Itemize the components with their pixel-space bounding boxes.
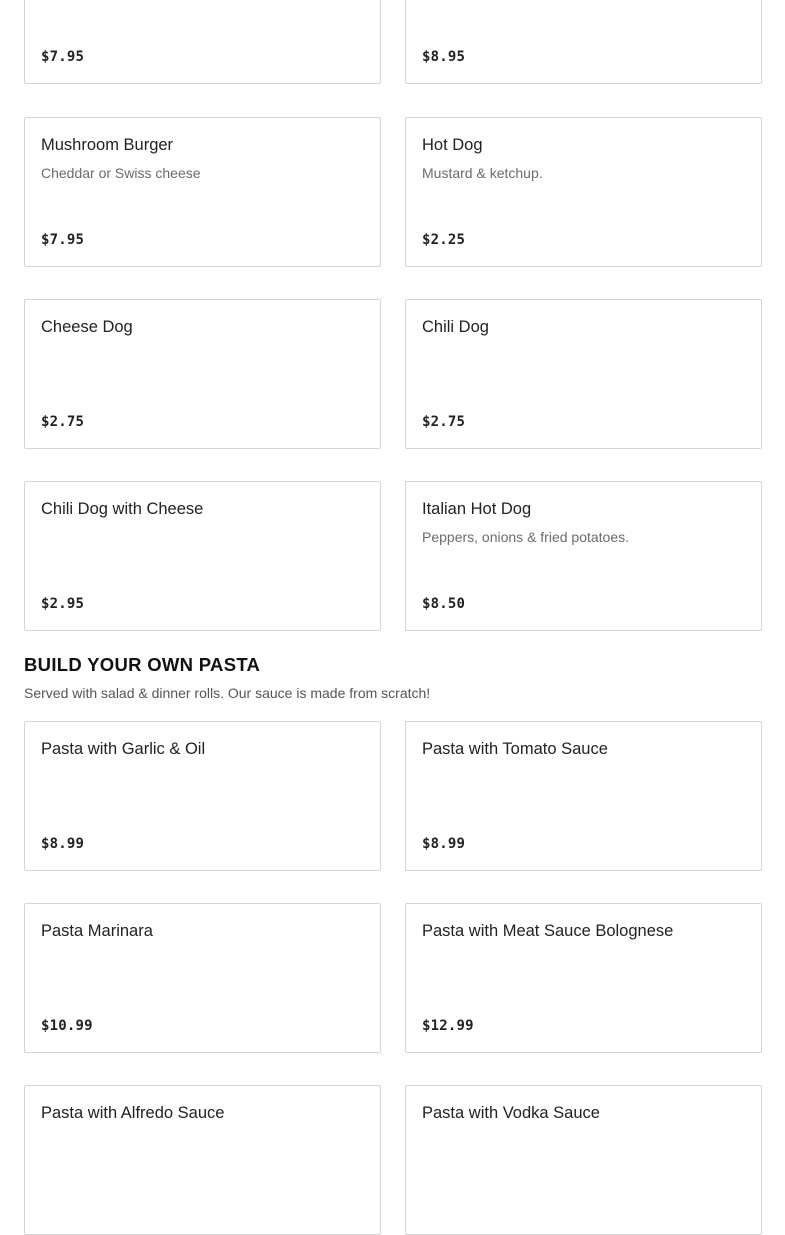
menu-item-price: $7.95 [41, 49, 85, 65]
menu-item-card[interactable] [24, 1085, 381, 1235]
section-subtitle: Served with salad & dinner rolls. Our sauce is made from scratch! [24, 685, 431, 701]
menu-item-card[interactable] [405, 117, 762, 267]
menu-item-name: Pasta Marinara [41, 922, 153, 940]
menu-item-card[interactable] [24, 481, 381, 631]
menu-item-card[interactable] [405, 1085, 762, 1235]
menu-item-card[interactable] [405, 0, 762, 84]
menu-item-price: $2.75 [422, 414, 466, 430]
menu-item-name: Pasta with Tomato Sauce [422, 740, 608, 758]
menu-item-card[interactable] [405, 903, 762, 1053]
menu-item-price: $2.95 [41, 596, 85, 612]
menu-item-card[interactable] [24, 721, 381, 871]
menu-item-description: Peppers, onions & fried potatoes. [422, 529, 630, 545]
menu-item-card[interactable] [24, 0, 381, 84]
menu-item-price: $8.50 [422, 596, 466, 612]
menu-item-card[interactable] [24, 117, 381, 267]
menu-item-card[interactable] [405, 299, 762, 449]
menu-item-price: $8.99 [41, 836, 85, 852]
menu-item-price: $8.95 [422, 49, 466, 65]
menu-item-name: Chili Dog with Cheese [41, 500, 204, 518]
menu-item-name: Hot Dog [422, 136, 483, 154]
menu-item-card[interactable] [405, 481, 762, 631]
menu-item-description: Cheddar or Swiss cheese [41, 165, 201, 181]
menu-item-card[interactable] [24, 299, 381, 449]
section-title: BUILD YOUR OWN PASTA [24, 654, 261, 675]
menu-item-card[interactable] [405, 721, 762, 871]
menu-item-price: $8.99 [422, 836, 466, 852]
menu-item-name: Italian Hot Dog [422, 500, 532, 518]
menu-item-price: $10.99 [41, 1018, 93, 1034]
menu-item-price: $2.25 [422, 232, 466, 248]
menu-item-name: Pasta with Vodka Sauce [422, 1104, 600, 1122]
menu-item-name: Chili Dog [422, 318, 489, 336]
menu-item-price: $7.95 [41, 232, 85, 248]
menu-item-card[interactable] [24, 903, 381, 1053]
menu-item-name: Mushroom Burger [41, 136, 174, 154]
menu-item-price: $2.75 [41, 414, 85, 430]
menu-item-name: Pasta with Meat Sauce Bolognese [422, 922, 674, 940]
menu-item-name: Cheese Dog [41, 318, 133, 336]
menu-item-price: $12.99 [422, 1018, 474, 1034]
menu-item-description: Mustard & ketchup. [422, 165, 543, 181]
menu-item-name: Pasta with Garlic & Oil [41, 740, 206, 758]
menu-item-name: Pasta with Alfredo Sauce [41, 1104, 225, 1122]
